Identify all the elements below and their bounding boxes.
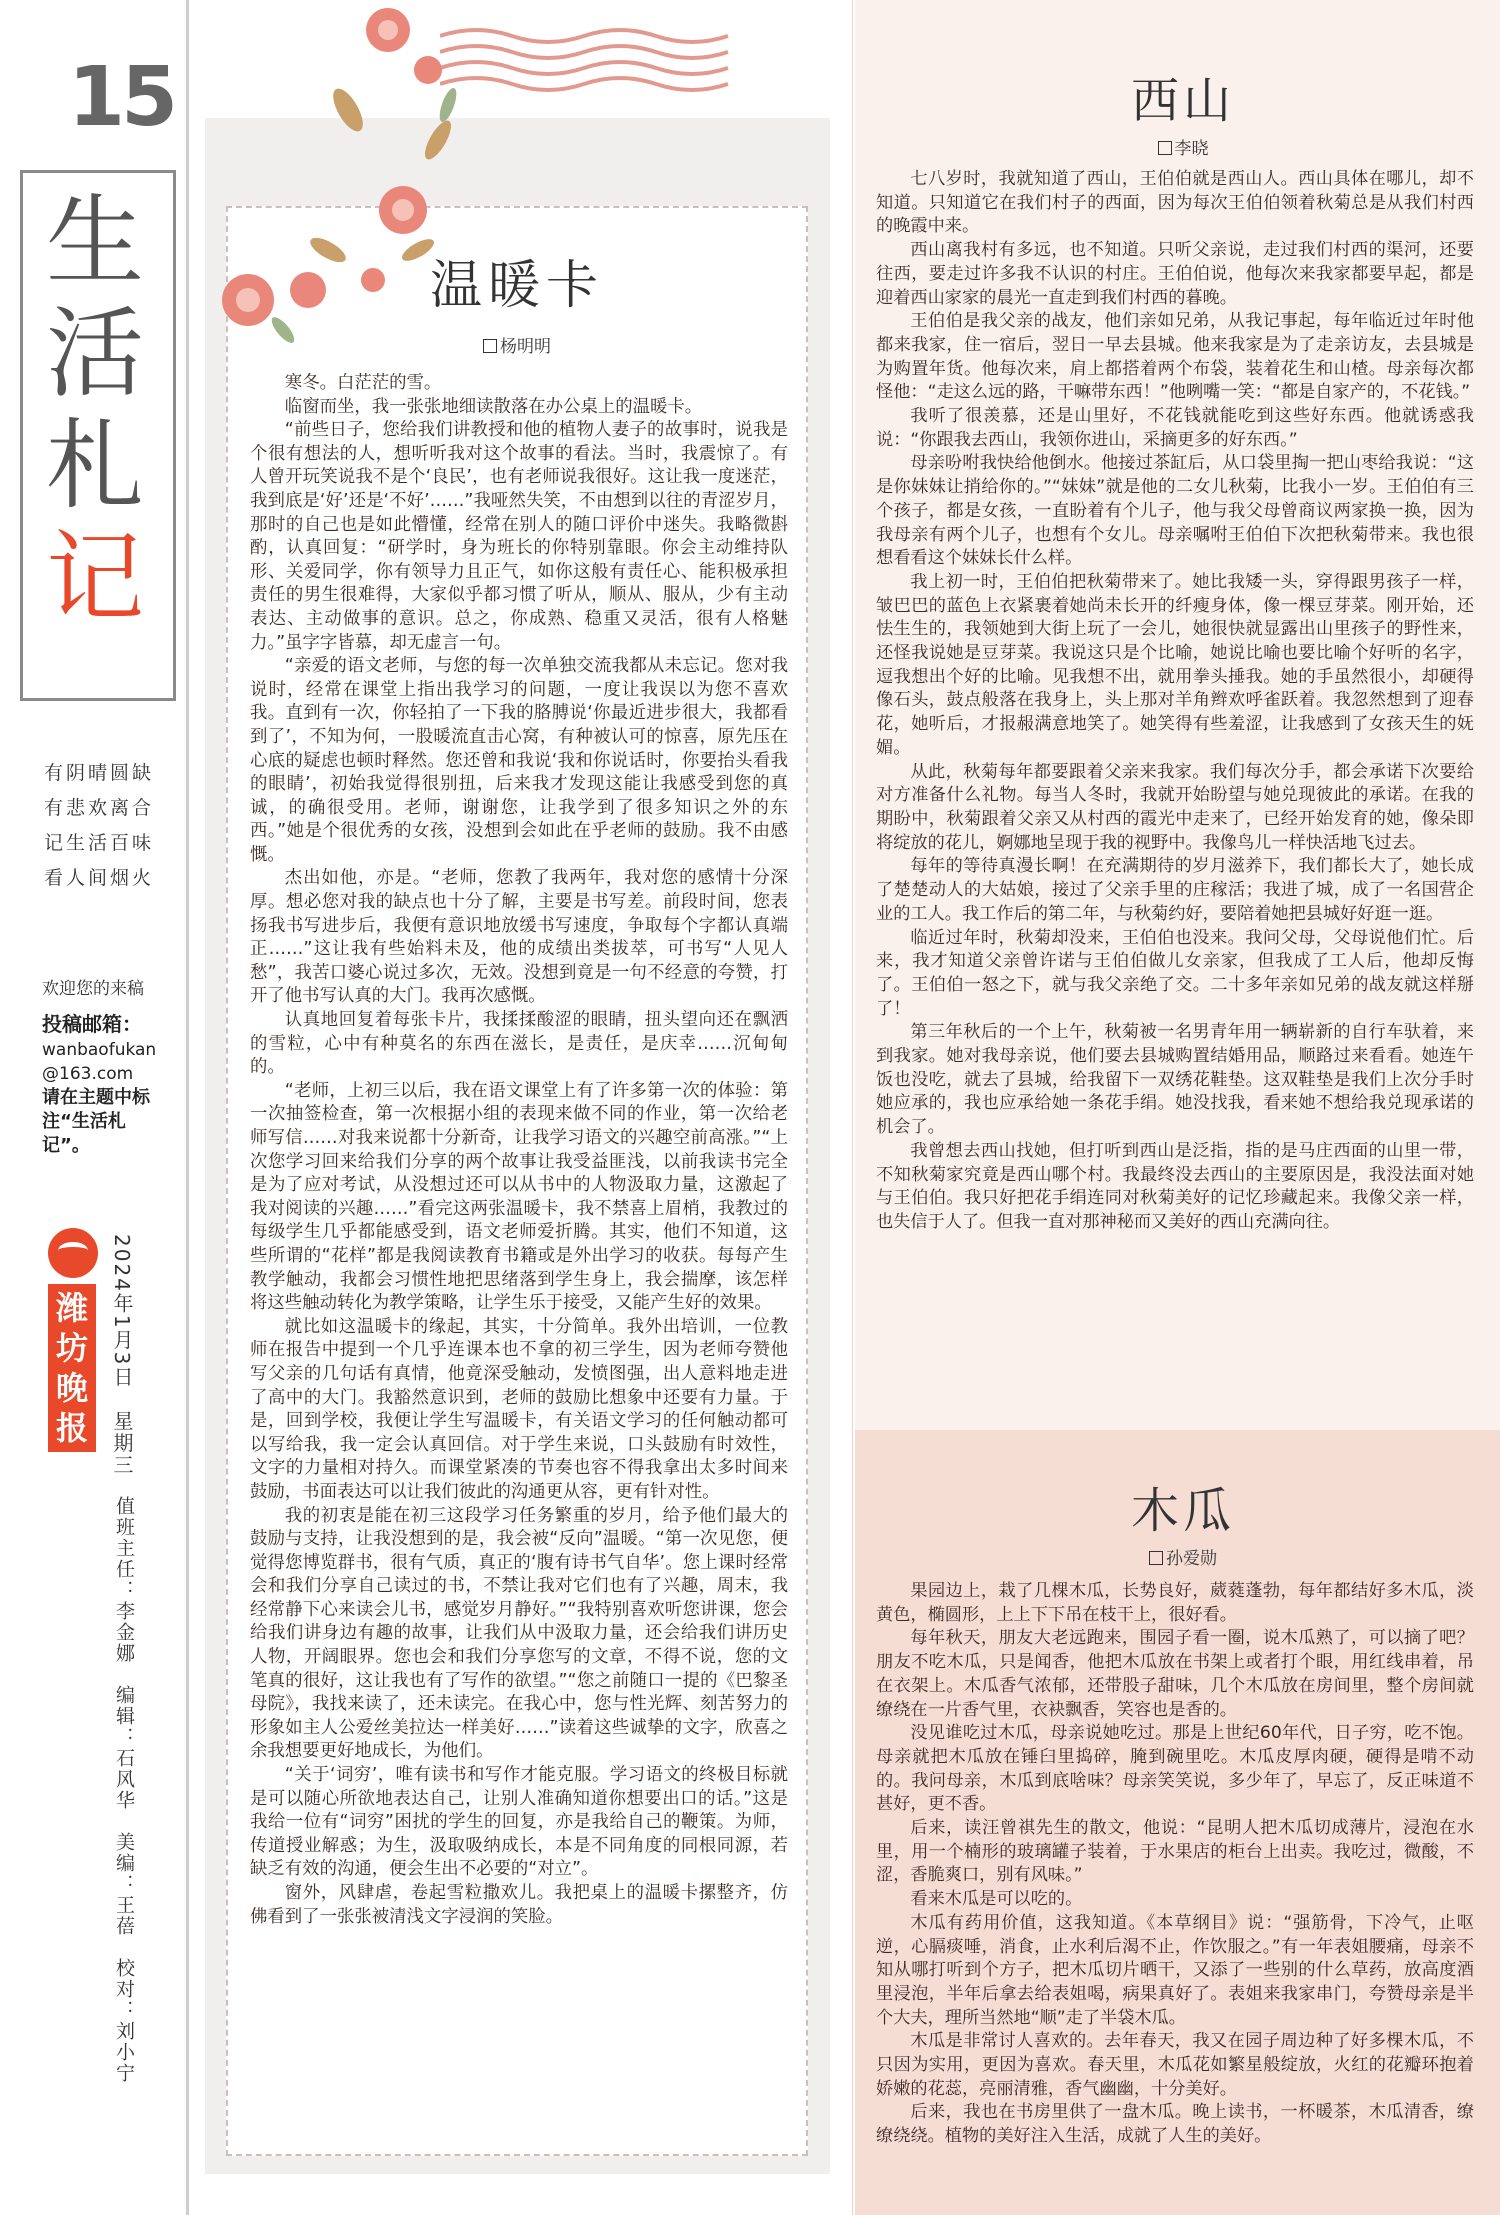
article3-paragraph: 木瓜有药用价值，这我知道。《本草纲目》说：“强筋骨，下冷气，止呕逆，心膈痰唾，消食，止水利后渴不止，作饮服之。”有一年表姐腰痛，母亲不知从哪打听到个方子，把木瓜切片晒干，又添了一些别的什么草药，放高度酒里浸泡，半年后拿去给表姐喝，病果真好了。表姐来我家串门，夸赞母亲是半个大夫，理所当然地“顺”走了半袋木瓜。 <box>876 1912 1474 2028</box>
submission-welcome: 欢迎您的来稿 <box>42 979 144 999</box>
motto-line: 记生活百味 <box>44 832 155 854</box>
article1-paragraph: 窗外，风肆虐，卷起雪粒撒欢儿。我把桌上的温暖卡摞整齐，仿佛看到了一张张被清浅文字浸润的笑脸。 <box>250 1883 788 1927</box>
article1-paragraph: “前些日子，您给我们讲教授和他的植物人妻子的故事时，说我是个很有想法的人，想听听我对这个故事的看法。当时，我震惊了。有人曾开玩笑说我不是个‘良民’，也有老师说我很好。这让我一度迷茫，我到底是‘好’还是‘不好’……”我哑然失笑，不由想到以往的青涩岁月，那时的自己也是如此懵懂，经常在别人的随口评价中迷失。我略微斟酌，认真回复：“研学时，身为班长的你特别靠眼。你会主动维持队形、关爱同学，你有领导力且正气，如你这般有责任心、能积极承担责任的男生很难得，大家似乎都习惯了听从，顺从、服从，少有主动表达、主动做事的意识。总之，你成熟、稳重又灵活，很有人格魅力。”虽字字皆慕，却无虚言一句。 <box>250 420 788 653</box>
author-marker-icon <box>483 339 497 353</box>
article1-author-name: 杨明明 <box>500 337 551 357</box>
article1-paragraph: 就比如这温暖卡的缘起，其实，十分简单。我外出培训，一位教师在报告中提到一个几乎连课本也不拿的初三学生，因为老师夸赞他写父亲的几句话有真情，他竟深受触动，发愤图强，出人意料地走进了高中的大门。我豁然意识到，老师的鼓励比想象中还要有力量。于是，回到学校，我便让学生写温暖卡，有关语文学习的任何触动都可以写给我，我一定会认真回信。对于学生来说，口头鼓励有时效性，文字的力量相对持久。而课堂紧凑的节奏也容不得我拿出太多时间来鼓励，书面表达可以让我们彼此的沟通更从容，更有针对性。 <box>250 1316 788 1502</box>
article3-author <box>868 1544 1498 1569</box>
article3-paragraph: 看来木瓜是可以吃的。 <box>910 1889 1083 1910</box>
right-divider <box>852 0 853 2215</box>
newspaper-logo <box>48 1228 96 1452</box>
motto-line: 有悲欢离合 <box>44 797 155 819</box>
motto-line: 看人间烟火 <box>44 867 155 889</box>
article3-paragraph: 果园边上，栽了几棵木瓜，长势良好，葳蕤蓬勃，每年都结好多木瓜，淡黄色，椭圆形，上上下下吊在枝干上，很好看。 <box>876 1581 1474 1625</box>
article2-paragraph: 临近过年时，秋菊却没来，王伯伯也没来。我问父母，父母说他们忙。后来，我才知道父亲曾许诺与王伯伯做儿女亲家，但我成了工人后，他却反悔了。王伯伯一怒之下，就与我父亲绝了交。二十多年亲如兄弟的战友就这样掰了！ <box>876 927 1474 1019</box>
article2-paragraph: 七八岁时，我就知道了西山，王伯伯就是西山人。西山具体在哪儿，却不知道。只知道它在我们村子的西面，因为每次王伯伯领着秋菊总是从我们村西的晚霞中来。 <box>876 169 1474 237</box>
article1-paragraph: 认真地回复着每张卡片，我揉揉酸涩的眼睛，扭头望向还在飘洒的雪粒，心中有种莫名的东西在滋长，是责任，是庆幸……沉甸甸的。 <box>250 1010 788 1078</box>
motto-line: 有阴晴圆缺 <box>44 762 155 784</box>
article1-paragraph: “老师，上初三以后，我在语文课堂上有了许多第一次的体验：第一次抽签检查，第一次根据小组的表现来做不同的作业，第一次给老师写信……对我来说都十分新奇，让我学习语文的兴趣空前高涨。”“上次您学习回来给我们分享的两个故事让我受益匪浅，以前我读书完全是为了应对考试，从没想过还可以从书中的人物汲取力量，这激起了我对阅读的兴趣……”看完这两张温暖卡，我不禁喜上眉梢，我教过的每级学生几乎都能感受到，语文老师爱折腾。其实，他们不知道，这些所谓的“花样”都是我阅读教育书籍或是外出学习的收获。每每产生教学触动，我都会习惯性地把思绪落到学生身上，我会揣摩，该怎样将这些触动转化为教学策略，让学生乐于接受，又能产生好的效果。 <box>250 1080 788 1314</box>
article1-author <box>232 332 802 357</box>
article2-title: 西山 <box>1130 73 1235 129</box>
logo-emblem-icon <box>48 1228 98 1278</box>
page-number: 15 <box>68 50 175 145</box>
article2-paragraph: 第三年秋后的一个上午，秋菊被一名男青年用一辆崭新的自行车驮着，来到我家。她对我母亲说，他们要去县城购置结婚用品，顺路过来看看。她连午饭也没吃，就去了县城，给我留下一双绣花鞋垫。这双鞋垫是我们上次分手时她应承的，我也应承给她一条花手绢。她没找我，看来她不想给我兑现承诺的机会了。 <box>876 1022 1474 1138</box>
submission-email[interactable]: wanbaofukan@163.com <box>42 1040 157 1084</box>
motto <box>44 756 154 896</box>
staff-credits: 值班主任：李金娜 编辑：石风华 美编：王蓓 校对：刘小宁 <box>113 1496 135 2084</box>
article2-author-name: 李晓 <box>1174 139 1209 159</box>
article3-author-name: 孙爱勋 <box>1166 1549 1217 1569</box>
article2-paragraph: 我听了很羡慕，还是山里好，不花钱就能吃到这些好东西。他就诱惑我说：“你跟我去西山，我领你进山，采摘更多的好东西。” <box>876 406 1474 450</box>
article1-paragraph: “关于‘词穷’，唯有读书和写作才能克服。学习语文的终极目标就是可以随心所欲地表达自己，让别人准确知道你想要出口的话。”这是我给一位有“词穷”困扰的学生的回复，亦是我给自己的鞭策。为师，传道授业解惑；为生，汲取吸纳成长，本是不同角度的同根同源，若缺乏有效的沟通，便会生出不必要的“对立”。 <box>250 1765 788 1880</box>
article2-paragraph: 西山离我村有多远，也不知道。只听父亲说，走过我们村西的渠河，还要往西，要走过许多我不认识的村庄。王伯伯说，他每次来我家都要早起，都是迎着西山家家的晨光一直走到我们村西的暮晚。 <box>876 240 1474 308</box>
newspaper-name: 潍坊晚报 <box>48 1284 96 1452</box>
article1-paragraph: “亲爱的语文老师，与您的每一次单独交流我都从未忘记。您对我说时，经常在课堂上指出我学习的问题，一度让我误以为您不喜欢我。直到有一次，你轻拍了一下我的胳膊说‘你最近进步很大，我都看到了’，不知为何，一股暖流直击心窝，有种被认可的惊喜，原先压在心底的疑虑也顿时释然。您还曾和我说‘我和你说话时，你要抬头看我的眼睛’，初始我觉得很别扭，后来我才发现这能让我感受到您的真诚，的确很受用。老师，谢谢您，让我学到了很多知识之外的东西。”她是个很优秀的女孩，没想到会如此在乎老师的鼓励。我不由感慨。 <box>250 656 788 865</box>
submission-note: 请在主题中标注“生活札记”。 <box>42 1087 150 1156</box>
article1-body <box>250 372 788 1929</box>
article2-paragraph: 王伯伯是我父亲的战友，他们亲如兄弟，从我记事起，每年临近过年时他都来我家，住一宿后，翌日一早去县城。他来我家是为了走亲访友，去县城是为购置年货。他每次来，肩上都搭着两个布袋，装着花生和山楂。母亲每次都怪他：“走这么远的路，干嘛带东西！”他咧嘴一笑：“都是自家产的，不花钱。” <box>876 311 1474 403</box>
article3-paragraph: 没见谁吃过木瓜，母亲说她吃过。那是上世纪60年代，日子穷，吃不饱。母亲就把木瓜放在锤臼里捣碎，腌到碗里吃。木瓜皮厚肉硬，硬得是啃不动的。我问母亲，木瓜到底啥味？母亲笑笑说，多少年了，早忘了，反正味道不甚好，更不香。 <box>876 1723 1474 1815</box>
article3-paragraph: 后来，读汪曾祺先生的散文，他说：“昆明人把木瓜切成薄片，浸泡在水里，用一个楠形的玻璃罐子装着，于水果店的柜台上出卖。我吃过，微酸，不涩，香脆爽口，别有风味。” <box>876 1818 1474 1886</box>
article2-body <box>876 168 1474 1235</box>
article3-body <box>876 1580 1474 2149</box>
article3-title: 木瓜 <box>1130 1483 1235 1539</box>
article2-paragraph: 从此，秋菊每年都要跟着父亲来我家。我们每次分手，都会承诺下次要给对方准备什么礼物。每当人冬时，我就开始盼望与她兑现彼此的承诺。在我的期盼中，秋菊跟着父亲又从村西的霞光中走来了，已经开始发育的她，像朵即将绽放的花儿，婀娜地呈现于我的视野中。我像鸟儿一样快活地飞过去。 <box>876 761 1474 853</box>
article3-paragraph: 后来，我也在书房里供了一盘木瓜。晚上读书，一杯暖茶，木瓜清香，缭缭绕绕。植物的美好注入生活，成就了人生的美好。 <box>876 2102 1474 2147</box>
article1-title: 温暖卡 <box>429 256 604 316</box>
article2-author <box>868 134 1498 159</box>
column-title-char-4: 记 <box>45 521 144 635</box>
article2-paragraph: 我曾想去西山找她，但打听到西山是泛指，指的是马庄西面的山里一带，不知秋菊家究竟是西山哪个村。我最终没去西山的主要原因是，我没法面对她与王伯伯。我只好把花手绢连同对秋菊美好的记忆珍藏起来。我像父亲一样，也失信于人了。但我一直对那神秘而又美好的西山充满向往。 <box>876 1140 1474 1232</box>
article1-paragraph: 杰出如他，亦是。“老师，您教了我两年，我对您的感情十分深厚。想必您对我的缺点也十分了解，主要是书写差。前段时间，您表扬我书写进步后，我便有意识地放缓书写速度，争取每个字都认真端正……”这让我有些始料未及，他的成绩出类拔萃，可书写“人见人愁”，我苦口婆心说过多次，无效。没想到竟是一句不经意的夸赞，打开了他书写认真的大门。我再次感慨。 <box>250 868 788 1007</box>
article3-paragraph: 每年秋天，朋友大老远跑来，围园子看一圈，说木瓜熟了，可以摘了吧？朋友不吃木瓜，只是闻香，他把木瓜放在书架上或者打个眼，用红线串着，吊在衣架上。木瓜香气浓郁，还带股子甜味，几个木瓜放在房间里，整个房间就缭绕在一片香气里，衣袂飘香，笑容也是香的。 <box>876 1628 1474 1720</box>
article1-paragraph: 我的初衷是能在初三这段学习任务繁重的岁月，给予他们最大的鼓励与支持，让我没想到的是，我会被“反向”温暖。“第一次见您，便觉得您博览群书，很有气质，真正的‘腹有诗书气自华’。您上课时经常会和我们分享自己读过的书，不禁让我对它们也有了兴趣，周末，我经常静下心来读会儿书，感觉岁月静好。”“我特别喜欢听您讲课，您会给我们讲身边有趣的故事，让我们从中汲取力量，还会给我们讲历史人物，开阔眼界。您也会和我们分享您写的文章，不得不说，您的文笔真的很好，这让我也有了写作的欲望。”“您之前随口一提的《巴黎圣母院》，我找来读了，还未读完。在我心中，您与性光辉、刻苦努力的形象如主人公爱丝美拉达一样美好……”读着这些诚挚的文字，欣喜之余我想要更好地成长，为他们。 <box>250 1505 788 1762</box>
article2-paragraph: 我上初一时，王伯伯把秋菊带来了。她比我矮一头，穿得跟男孩子一样，皱巴巴的蓝色上衣紧裹着她尚未长开的纤瘦身体，像一棵豆芽菜。刚开始，还怯生生的，我领她到大街上玩了一会儿，她很快就显露出山里孩子的野性来，还怪我说她是豆芽菜。我说这只是个比喻，她说比喻也要比喻个好听的名字，逗我想出个好的比喻。见我想不出，就用拳头捶我。她的手虽然很小，却硬得像石头，鼓点般落在我身上，头上那对羊角辫欢呼雀跃着。我忽然想到了迎春花，她听后，才报赧满意地笑了。她笑得有些羞涩，让我感到了女孩天生的妩媚。 <box>876 571 1474 758</box>
article3-paragraph: 木瓜是非常讨人喜欢的。去年春天，我又在园子周边种了好多棵木瓜，不只因为实用，更因为喜欢。春天里，木瓜花如繁星般绽放，火红的花瓣环抱着娇嫩的花蕊，亮丽清雅，香气幽幽，十分美好。 <box>876 2031 1474 2099</box>
author-marker-icon <box>1158 141 1172 155</box>
article1-paragraph: 临窗而坐，我一张张地细读散落在办公桌上的温暖卡。 <box>284 396 703 417</box>
article2-paragraph: 母亲吩咐我快给他倒水。他接过茶缸后，从口袋里掏一把山枣给我说：“这是你妹妹让捎给你的。”“妹妹”就是他的二女儿秋菊，比我小一岁。王伯伯有三个孩子，都是女孩，一直盼着有个儿子，他与我父母曾商议两家换一换，因为我母亲有两个儿子，也想有个女儿。母亲嘱咐王伯伯下次把秋菊带来。我也很想看看这个妹妹长什么样。 <box>876 453 1474 569</box>
issue-date: 2024年1月3日 星期三 <box>110 1234 134 1477</box>
author-marker-icon <box>1149 1551 1163 1565</box>
column-title-char-2: 活 <box>45 297 144 411</box>
article2-paragraph: 每年的等待真漫长啊！在充满期待的岁月滋养下，我们都长大了，她长成了楚楚动人的大姑娘，接过了父亲手里的庄稼活；我进了城，成了一名国营企业的工人。我工作后的第二年，与秋菊约好，要陪着她把县城好好逛一逛。 <box>876 856 1474 924</box>
column-title-char-1: 生 <box>45 185 144 299</box>
column-title-char-3: 札 <box>45 409 144 523</box>
article1-paragraph: 寒冬。白茫茫的雪。 <box>284 373 442 393</box>
submission-label: 投稿邮箱： <box>42 1012 142 1036</box>
